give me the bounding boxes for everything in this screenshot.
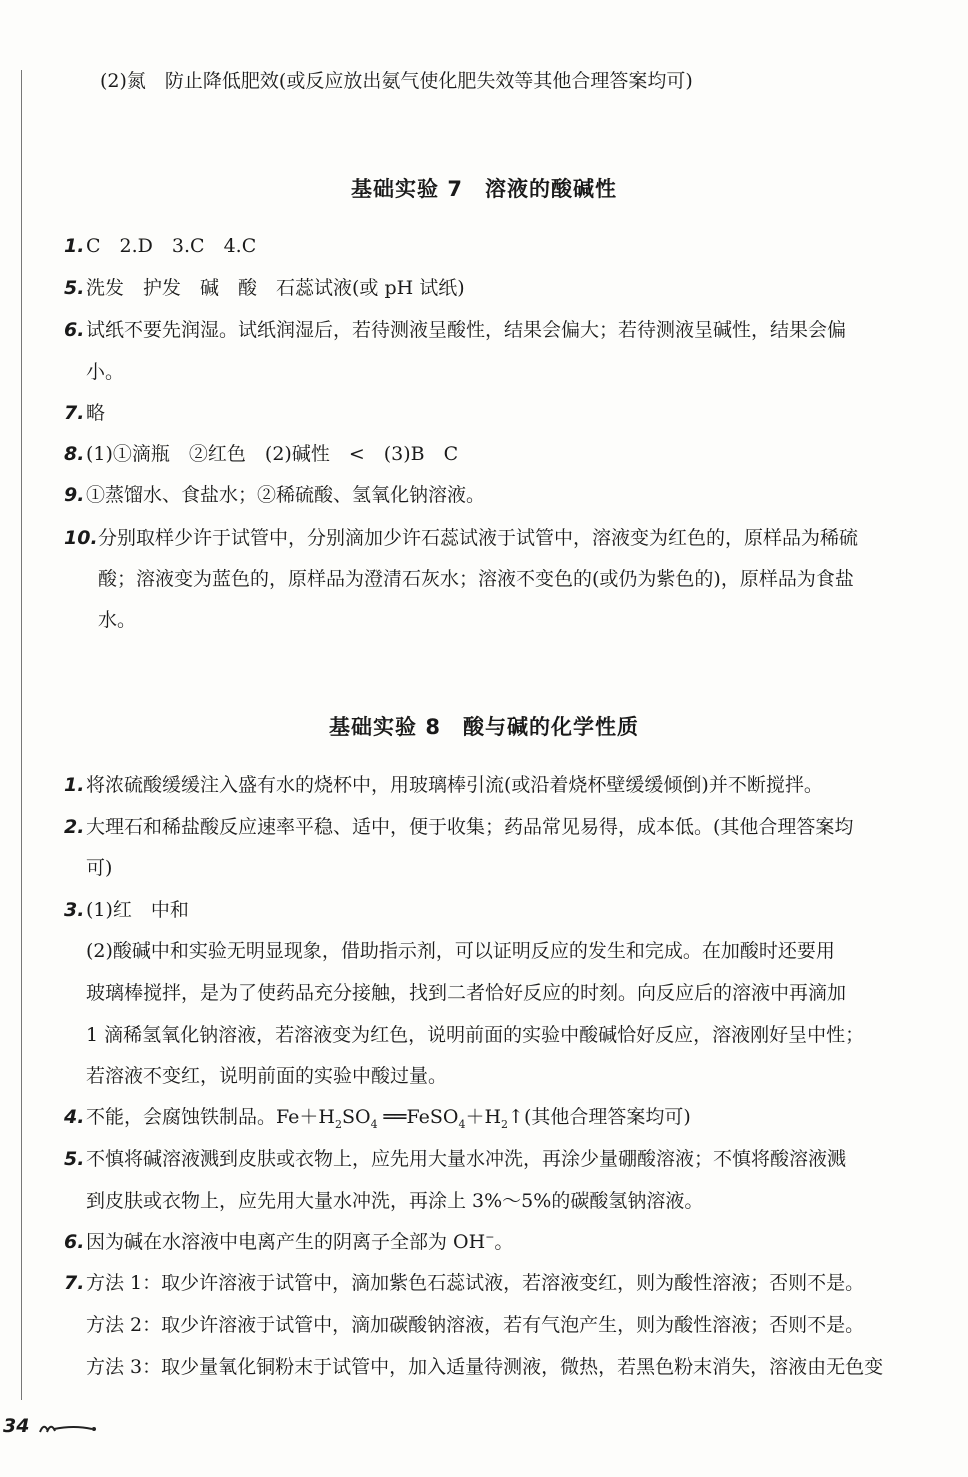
item-number: 5. — [64, 277, 85, 299]
item-number: 4. — [64, 1106, 85, 1128]
answer-text: (2)酸碱中和实验无明显现象，借助指示剂，可以证明反应的发生和完成。在加酸时还要用 — [86, 940, 835, 962]
answer-text: (1)①滴瓶 ②红色 (2)碱性 < (3)B C — [86, 443, 459, 465]
answer-text: (2)氮 防止降低肥效(或反应放出氨气使化肥失效等其他合理答案均可) — [100, 70, 693, 92]
answer-text: 若溶液不变红，说明前面的实验中酸过量。 — [86, 1065, 448, 1087]
item-number: 10. — [64, 527, 98, 549]
answer-text: 水。 — [98, 609, 137, 631]
item-number: 3. — [64, 899, 85, 921]
item-number: 6. — [64, 319, 85, 341]
item-number: 1. — [64, 774, 85, 796]
page-number: 34 — [3, 1415, 30, 1437]
answer-text: 1 滴稀氢氧化钠溶液，若溶液变为红色，说明前面的实验中酸碱恰好反应，溶液刚好呈中性； — [86, 1024, 865, 1046]
answer-text: 因为碱在水溶液中电离产生的阴离子全部为 OH−。 — [86, 1230, 514, 1253]
answer-text: 酸；溶液变为蓝色的，原样品为澄清石灰水；溶液不变色的(或仍为紫色的)，原样品为食盐 — [98, 568, 854, 590]
answer-text: 试纸不要先润湿。试纸润湿后，若待测液呈酸性，结果会偏大；若待测液呈碱性，结果会偏 — [86, 319, 847, 341]
answer-text: 大理石和稀盐酸反应速率平稳、适中，便于收集；药品常见易得，成本低。(其他合理答案均 — [86, 816, 854, 838]
answer-text: 不慎将碱溶液溅到皮肤或衣物上，应先用大量水冲洗，再涂少量硼酸溶液；不慎将酸溶液溅 — [86, 1148, 847, 1170]
section-title: 基础实验 7 溶液的酸碱性 — [351, 177, 617, 201]
answer-text: ①蒸馏水、食盐水；②稀硫酸、氢氧化钠溶液。 — [86, 484, 486, 506]
answer-text: 方法 2：取少许溶液于试管中，滴加碳酸钠溶液，若有气泡产生，则为酸性溶液；否则不是。 — [86, 1314, 865, 1336]
item-number: 1. — [64, 235, 85, 257]
section-title: 基础实验 8 酸与碱的化学性质 — [329, 715, 639, 739]
answer-text: 分别取样少许于试管中，分别滴加少许石蕊试液于试管中，溶液变为红色的，原样品为稀硫 — [98, 527, 859, 549]
item-number: 7. — [64, 402, 85, 424]
answer-text: (1)红 中和 — [86, 899, 189, 921]
answer-text: 小。 — [86, 361, 125, 383]
item-number: 2. — [64, 816, 85, 838]
page-ornament-icon — [38, 1420, 98, 1434]
answer-text: 方法 1：取少许溶液于试管中，滴加紫色石蕊试液，若溶液变红，则为酸性溶液；否则不是。 — [86, 1272, 865, 1294]
item-number: 7. — [64, 1272, 85, 1294]
item-number: 8. — [64, 443, 85, 465]
chemical-equation: 不能，会腐蚀铁制品。$Fe+H_2SO_4$ $══FeSO_4+H_2↑$(其他合理答案均可) — [86, 1106, 691, 1131]
item-number: 5. — [64, 1148, 85, 1170]
item-number: 9. — [64, 484, 85, 506]
answer-text: 到皮肤或衣物上，应先用大量水冲洗，再涂上 3%～5%的碳酸氢钠溶液。 — [86, 1190, 704, 1212]
answer-text: 方法 3：取少量氧化铜粉末于试管中，加入适量待测液，微热，若黑色粉末消失，溶液由无色变 — [86, 1356, 884, 1378]
answer-text: 略 — [86, 402, 106, 424]
answer-text: 玻璃棒搅拌，是为了使药品充分接触，找到二者恰好反应的时刻。向反应后的溶液中再滴加 — [86, 982, 847, 1004]
answer-text: 可) — [86, 857, 113, 879]
item-number: 6. — [64, 1231, 85, 1253]
answer-text: C 2.D 3.C 4.C — [86, 235, 257, 257]
answer-text: 将浓硫酸缓缓注入盛有水的烧杯中，用玻璃棒引流(或沿着烧杯壁缓缓倾倒)并不断搅拌。 — [86, 774, 823, 796]
answer-text: 洗发 护发 碱 酸 石蕊试液(或 pH 试纸) — [86, 277, 465, 299]
